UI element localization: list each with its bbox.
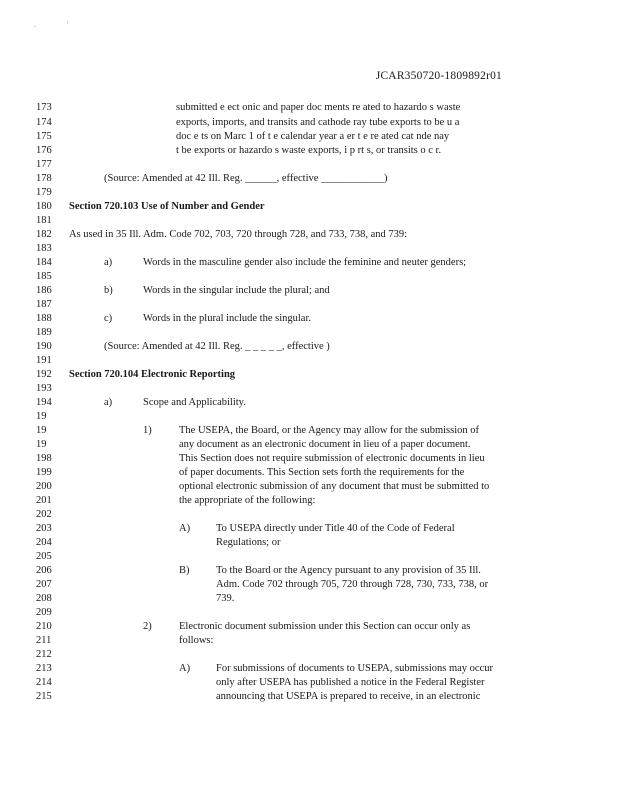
- line-number: 199: [36, 467, 52, 478]
- line-number: 203: [36, 523, 52, 534]
- line-number: 177: [36, 159, 52, 170]
- line-text: only after USEPA has published a notice in the Federal Register: [216, 677, 485, 688]
- document-line: [0, 256, 618, 270]
- document-line: [0, 368, 618, 382]
- line-number: 211: [36, 635, 52, 646]
- list-label: 1): [143, 425, 152, 436]
- line-number: 192: [36, 369, 52, 380]
- corner-mark: ': [67, 20, 69, 29]
- line-number: 204: [36, 537, 52, 548]
- line-number: 19: [36, 425, 47, 436]
- document-line: [0, 242, 618, 256]
- document-line: [0, 101, 618, 115]
- list-label: b): [104, 285, 113, 296]
- list-label: a): [104, 397, 113, 408]
- line-number: 207: [36, 579, 52, 590]
- document-line: [0, 438, 618, 452]
- line-number: 176: [36, 145, 52, 156]
- line-number: 201: [36, 495, 52, 506]
- line-number: 179: [36, 187, 52, 198]
- corner-mark: .: [34, 20, 36, 29]
- line-text: the appropriate of the following:: [179, 495, 316, 506]
- document-line: [0, 508, 618, 522]
- line-text: (Source: Amended at 42 Ill. Reg. ______, effective ____________): [104, 173, 388, 184]
- line-text: t be exports or hazardo s waste exports, i p rt s, or transits o c r.: [176, 145, 442, 156]
- line-number: 185: [36, 271, 52, 282]
- line-number: 188: [36, 313, 52, 324]
- line-text: submitted e ect onic and paper doc ments re ated to hazardo s waste: [176, 102, 461, 113]
- document-line: [0, 214, 618, 228]
- line-text: Words in the singular include the plural; and: [143, 285, 330, 296]
- document-line: [0, 130, 618, 144]
- list-label: A): [179, 523, 191, 534]
- line-number: 174: [36, 117, 52, 128]
- document-line: [0, 522, 618, 536]
- line-text: Scope and Applicability.: [143, 397, 246, 408]
- document-line: [0, 116, 618, 130]
- line-text: To USEPA directly under Title 40 of the Code of Federal: [216, 523, 455, 534]
- line-text: announcing that USEPA is prepared to receive, in an electronic: [216, 691, 481, 702]
- line-text: For submissions of documents to USEPA, submissions may occur: [216, 663, 493, 674]
- document-line: [0, 480, 618, 494]
- line-number: 193: [36, 383, 52, 394]
- document-line: [0, 186, 618, 200]
- line-number: 200: [36, 481, 52, 492]
- document-line: [0, 326, 618, 340]
- document-line: [0, 424, 618, 438]
- line-number: 208: [36, 593, 52, 604]
- document-line: [0, 354, 618, 368]
- line-number: 194: [36, 397, 52, 408]
- document-line: [0, 606, 618, 620]
- document-line: [0, 676, 618, 690]
- line-number: 189: [36, 327, 52, 338]
- line-text: Regulations; or: [216, 537, 281, 548]
- line-text: To the Board or the Agency pursuant to any provision of 35 Ill.: [216, 565, 481, 576]
- line-text: 739.: [216, 593, 235, 604]
- line-number: 184: [36, 257, 52, 268]
- line-number: 186: [36, 285, 52, 296]
- document-line: [0, 662, 618, 676]
- line-text: any document as an electronic document in lieu of a paper document.: [179, 439, 471, 450]
- line-text: optional electronic submission of any document that must be submitted to: [179, 481, 490, 492]
- list-label: a): [104, 257, 113, 268]
- list-label: 2): [143, 621, 152, 632]
- document-line: [0, 592, 618, 606]
- line-number: 198: [36, 453, 52, 464]
- document-line: [0, 396, 618, 410]
- document-line: [0, 172, 618, 186]
- line-number: 209: [36, 607, 52, 618]
- line-number: 213: [36, 663, 52, 674]
- line-number: 19: [36, 439, 47, 450]
- document-line: [0, 452, 618, 466]
- document-line: [0, 494, 618, 508]
- line-number: 183: [36, 243, 52, 254]
- line-text: Words in the plural include the singular.: [143, 313, 311, 324]
- line-number: 202: [36, 509, 52, 520]
- line-number: 210: [36, 621, 52, 632]
- line-number: 181: [36, 215, 52, 226]
- line-text: doc e ts on Marc 1 of t e calendar year a er t e re ated cat nde nay: [176, 131, 450, 142]
- document-line: [0, 550, 618, 564]
- document-line: [0, 312, 618, 326]
- list-label: c): [104, 313, 113, 324]
- document-line: [0, 620, 618, 634]
- section-heading: Section 720.104 Electronic Reporting: [69, 369, 236, 380]
- list-label: A): [179, 663, 191, 674]
- document-line: [0, 634, 618, 648]
- document-line: [0, 228, 618, 242]
- document-line: [0, 536, 618, 550]
- document-line: [0, 270, 618, 284]
- line-text: follows:: [179, 635, 214, 646]
- line-number: 206: [36, 565, 52, 576]
- line-number: 214: [36, 677, 52, 688]
- list-label: B): [179, 565, 190, 576]
- document-line: [0, 284, 618, 298]
- line-text: Electronic document submission under this Section can occur only as: [179, 621, 471, 632]
- document-line: [0, 578, 618, 592]
- line-number: 187: [36, 299, 52, 310]
- document-line: [0, 158, 618, 172]
- line-text: Words in the masculine gender also include the feminine and neuter genders;: [143, 257, 467, 268]
- document-line: [0, 648, 618, 662]
- document-line: [0, 564, 618, 578]
- line-text: The USEPA, the Board, or the Agency may allow for the submission of: [179, 425, 479, 436]
- line-text: exports, imports, and transits and cathode ray tube exports to be u a: [176, 117, 460, 128]
- line-number: 182: [36, 229, 52, 240]
- section-heading: Section 720.103 Use of Number and Gender: [69, 201, 265, 212]
- line-number: 191: [36, 355, 52, 366]
- document-line: [0, 200, 618, 214]
- line-number: 175: [36, 131, 52, 142]
- line-number: 190: [36, 341, 52, 352]
- document-line: [0, 410, 618, 424]
- document-line: [0, 144, 618, 158]
- line-number: 180: [36, 201, 52, 212]
- document-line: [0, 340, 618, 354]
- line-text: of paper documents. This Section sets forth the requirements for the: [179, 467, 465, 478]
- document-line: [0, 690, 618, 704]
- line-number: 205: [36, 551, 52, 562]
- line-number: 212: [36, 649, 52, 660]
- line-number: 173: [36, 102, 52, 113]
- line-text: (Source: Amended at 42 Ill. Reg. _ _ _ _ _, effective ): [104, 341, 330, 352]
- line-number: 19: [36, 411, 47, 422]
- document-line: [0, 298, 618, 312]
- line-number: 178: [36, 173, 52, 184]
- document-id: JCAR350720-1809892r01: [375, 70, 502, 82]
- line-number: 215: [36, 691, 52, 702]
- document-line: [0, 466, 618, 480]
- line-text: Adm. Code 702 through 705, 720 through 728, 730, 733, 738, or: [216, 579, 489, 590]
- line-text: As used in 35 Ill. Adm. Code 702, 703, 720 through 728, and 733, 738, and 739:: [69, 229, 408, 240]
- document-line: [0, 382, 618, 396]
- line-text: This Section does not require submission of electronic documents in lieu: [179, 453, 485, 464]
